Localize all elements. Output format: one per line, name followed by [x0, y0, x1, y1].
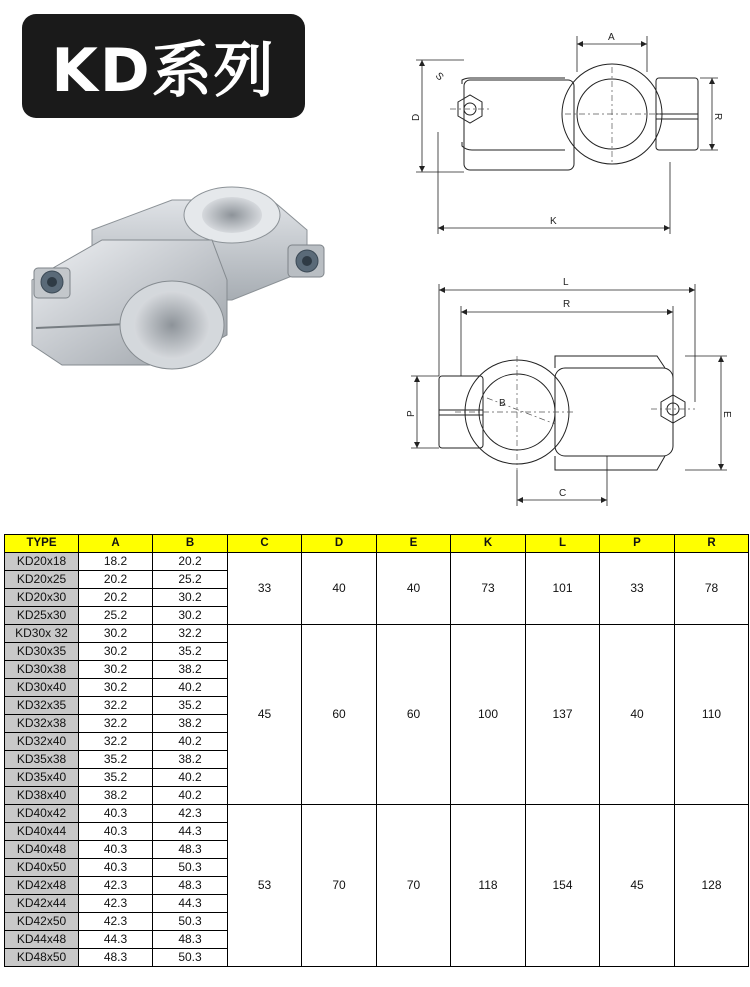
cell-b: 25.2 [153, 571, 228, 589]
cell-p: 45 [600, 805, 675, 967]
cell-type: KD30x35 [5, 643, 79, 661]
dim-s-label: S [432, 70, 446, 84]
cell-b: 44.3 [153, 895, 228, 913]
series-title-badge [22, 14, 305, 118]
dim-p-label: P [406, 410, 417, 417]
cell-a: 32.2 [79, 733, 153, 751]
cell-p: 33 [600, 553, 675, 625]
cell-type: KD20x30 [5, 589, 79, 607]
dim-c-label: C [559, 488, 567, 499]
column-header-d: D [302, 535, 377, 553]
cell-e: 40 [377, 553, 451, 625]
dim-e-label: E [721, 411, 732, 418]
cell-b: 44.3 [153, 823, 228, 841]
cell-a: 38.2 [79, 787, 153, 805]
spec-table [4, 534, 749, 967]
cell-r: 128 [675, 805, 749, 967]
cell-a: 32.2 [79, 715, 153, 733]
cell-b: 38.2 [153, 715, 228, 733]
dim-d-label: D [411, 113, 422, 121]
cell-r: 78 [675, 553, 749, 625]
cell-a: 40.3 [79, 823, 153, 841]
cell-a: 40.3 [79, 841, 153, 859]
cell-type: KD30x38 [5, 661, 79, 679]
cell-d: 60 [302, 625, 377, 805]
cell-c: 33 [228, 553, 302, 625]
cell-d: 40 [302, 553, 377, 625]
column-header-type: TYPE [5, 535, 79, 553]
cell-b: 30.2 [153, 607, 228, 625]
cell-type: KD32x35 [5, 697, 79, 715]
column-header-r: R [675, 535, 749, 553]
cell-type: KD48x50 [5, 949, 79, 967]
cell-b: 48.3 [153, 877, 228, 895]
cell-l: 137 [526, 625, 600, 805]
cell-type: KD30x 32 [5, 625, 79, 643]
cell-a: 42.3 [79, 913, 153, 931]
cell-b: 42.3 [153, 805, 228, 823]
dim-a-label: A [608, 32, 615, 43]
cell-b: 32.2 [153, 625, 228, 643]
cell-e: 70 [377, 805, 451, 967]
cell-p: 40 [600, 625, 675, 805]
cell-b: 40.2 [153, 733, 228, 751]
cell-type: KD20x25 [5, 571, 79, 589]
cell-type: KD42x50 [5, 913, 79, 931]
cell-b: 50.3 [153, 859, 228, 877]
cell-a: 20.2 [79, 571, 153, 589]
cell-k: 100 [451, 625, 526, 805]
cell-type: KD32x38 [5, 715, 79, 733]
table-header-row [5, 535, 749, 553]
cell-type: KD40x50 [5, 859, 79, 877]
column-header-k: K [451, 535, 526, 553]
cell-a: 25.2 [79, 607, 153, 625]
dim-b-label: B [499, 398, 506, 409]
column-header-e: E [377, 535, 451, 553]
cell-a: 30.2 [79, 625, 153, 643]
cell-e: 60 [377, 625, 451, 805]
cell-b: 35.2 [153, 643, 228, 661]
column-header-c: C [228, 535, 302, 553]
cell-b: 50.3 [153, 949, 228, 967]
column-header-p: P [600, 535, 675, 553]
cell-type: KD42x44 [5, 895, 79, 913]
cell-type: KD44x48 [5, 931, 79, 949]
table-row [5, 553, 749, 571]
cell-a: 18.2 [79, 553, 153, 571]
dim-k-label: K [550, 216, 557, 227]
cell-c: 45 [228, 625, 302, 805]
cell-b: 40.2 [153, 787, 228, 805]
cell-type: KD32x40 [5, 733, 79, 751]
cell-c: 53 [228, 805, 302, 967]
cell-type: KD30x40 [5, 679, 79, 697]
cell-b: 30.2 [153, 589, 228, 607]
cell-a: 32.2 [79, 697, 153, 715]
dim-r-label: R [712, 113, 723, 121]
column-header-b: B [153, 535, 228, 553]
cell-r: 110 [675, 625, 749, 805]
dim-l-label: L [563, 277, 569, 288]
cell-b: 20.2 [153, 553, 228, 571]
cell-type: KD40x42 [5, 805, 79, 823]
cell-a: 30.2 [79, 679, 153, 697]
cell-a: 40.3 [79, 805, 153, 823]
dim-r2-label: R [563, 299, 571, 310]
side-view-drawing [395, 272, 735, 512]
cell-b: 35.2 [153, 697, 228, 715]
cell-a: 44.3 [79, 931, 153, 949]
cell-b: 48.3 [153, 841, 228, 859]
cell-l: 154 [526, 805, 600, 967]
cell-type: KD38x40 [5, 787, 79, 805]
cell-b: 50.3 [153, 913, 228, 931]
cell-a: 48.3 [79, 949, 153, 967]
column-header-a: A [79, 535, 153, 553]
column-header-l: L [526, 535, 600, 553]
cell-a: 35.2 [79, 769, 153, 787]
table-row [5, 625, 749, 643]
cell-a: 30.2 [79, 661, 153, 679]
cell-b: 40.2 [153, 679, 228, 697]
cell-type: KD40x44 [5, 823, 79, 841]
cell-d: 70 [302, 805, 377, 967]
clamp-photo [22, 160, 332, 380]
cell-a: 35.2 [79, 751, 153, 769]
cell-k: 73 [451, 553, 526, 625]
cell-b: 48.3 [153, 931, 228, 949]
cell-k: 118 [451, 805, 526, 967]
cell-a: 30.2 [79, 643, 153, 661]
table-row [5, 805, 749, 823]
cell-a: 42.3 [79, 895, 153, 913]
top-view-drawing [400, 22, 730, 242]
cell-a: 20.2 [79, 589, 153, 607]
cell-type: KD40x48 [5, 841, 79, 859]
cell-a: 40.3 [79, 859, 153, 877]
cell-type: KD35x38 [5, 751, 79, 769]
series-title: KD系列 [51, 36, 276, 106]
cell-b: 40.2 [153, 769, 228, 787]
cell-b: 38.2 [153, 661, 228, 679]
cell-type: KD20x18 [5, 553, 79, 571]
cell-a: 42.3 [79, 877, 153, 895]
cell-type: KD35x40 [5, 769, 79, 787]
cell-b: 38.2 [153, 751, 228, 769]
cell-l: 101 [526, 553, 600, 625]
cell-type: KD42x48 [5, 877, 79, 895]
cell-type: KD25x30 [5, 607, 79, 625]
